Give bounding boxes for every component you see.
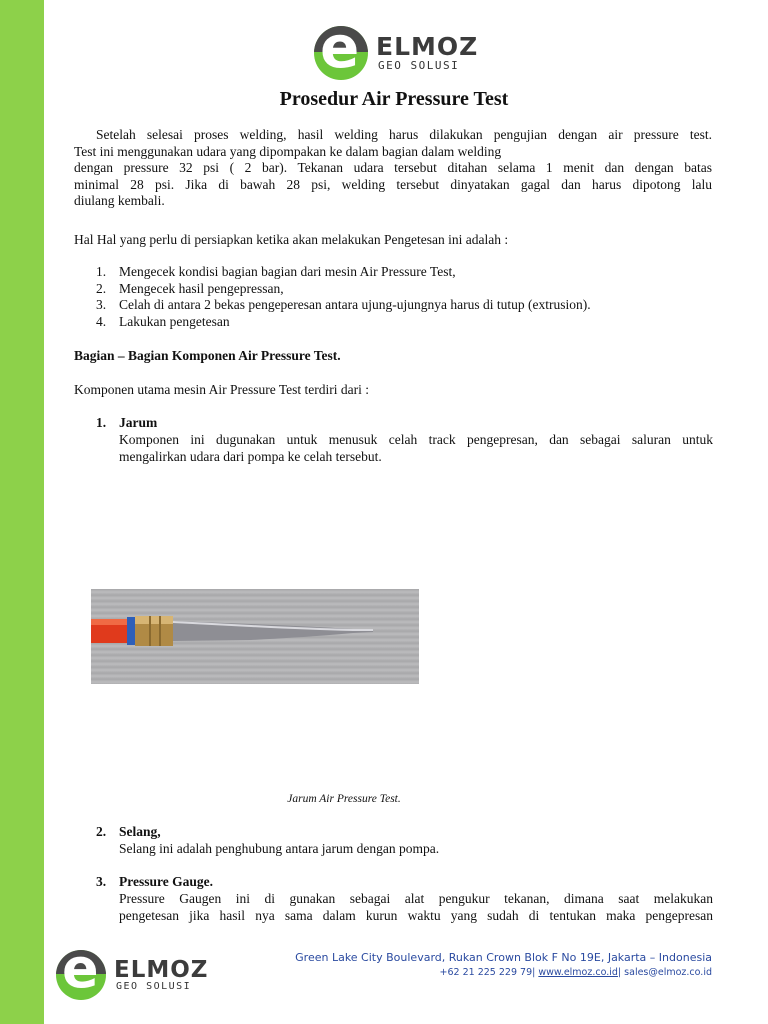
footer-address: Green Lake City Boulevard, Rukan Crown Blok F No 19E, Jakarta – Indonesia [295, 951, 712, 964]
footer-website-link[interactable]: www.elmoz.co.id [538, 967, 618, 978]
preparation-intro: Hal Hal yang perlu di persiapkan ketika akan melakukan Pengetesan ini adalah : [74, 232, 509, 247]
list-item: 3. Celah di antara 2 bekas pengeperesan antara ujung-ujungnya harus di tutup (extrusion). [96, 297, 591, 312]
photo-caption: Jarum Air Pressure Test. [287, 793, 401, 805]
list-item: 1. Mengecek kondisi bagian bagian dari mesin Air Pressure Test, [96, 264, 456, 279]
logo-wordmark: ELMOZ [376, 32, 479, 61]
list-item: 4. Lakukan pengetesan [96, 313, 230, 329]
preparation-list [96, 264, 591, 330]
component-title-selang: 2. Selang, [96, 824, 161, 839]
footer-logo [56, 948, 226, 1004]
needle-illustration [91, 589, 419, 684]
section-heading: Bagian – Bagian Komponen Air Pressure Test. [74, 348, 341, 363]
needle-photo [91, 589, 419, 684]
logo-mark: e [56, 950, 106, 1000]
component-desc-jarum: Komponen ini dugunakan untuk menusuk celah track pengepresan, dan sebagai saluran untuk mengalirkan udara dari pompa ke celah tersebut. [119, 432, 713, 464]
intro-paragraph: Setelah selesai proses welding, hasil welding harus dilakukan pengujian dengan air pressure test. Test ini menggunakan udara yang dipompakan ke dalam bagian dalam welding dengan pressure 32 psi ( 2 bar). Tekanan udara tersebut ditahan selama 1 menit dan dengan batas minimal 28 psi. Jika di bawah 28 psi, welding tersebut dinyatakan gagal dan harus dipotong lalu diulang kembali. [74, 127, 712, 208]
component-desc-pressure-gauge: Pressure Gaugen ini di gunakan sebagai alat pengukur tekanan, dimana saat melakukan pengetesan jika hasil nya sama dalam kurun waktu yang sudah di tentukan maka pengepresan [119, 891, 713, 923]
document-title: Prosedur Air Pressure Test [279, 88, 509, 110]
footer-phone: +62 21 225 229 79| [439, 967, 536, 978]
document-page [74, 0, 714, 1024]
footer-contact [295, 950, 712, 980]
footer-separator: | [617, 967, 622, 978]
component-title-pressure-gauge: 3. Pressure Gauge. [96, 874, 213, 889]
logo-tagline: GEO SOLUSI [116, 981, 192, 992]
logo-mark: e [314, 26, 368, 80]
component-desc-selang: Selang ini adalah penghubung antara jarum dengan pompa. [119, 841, 440, 856]
header-logo [314, 24, 484, 82]
component-title-jarum: 1. Jarum [96, 415, 158, 430]
footer-contact-line [295, 965, 712, 980]
list-item: 2. Mengecek hasil pengepressan, [96, 280, 284, 296]
footer-email[interactable]: sales@elmoz.co.id [624, 967, 712, 978]
logo-tagline: GEO SOLUSI [378, 59, 460, 72]
components-intro: Komponen utama mesin Air Pressure Test terdiri dari : [74, 382, 369, 397]
logo-wordmark: ELMOZ [114, 957, 209, 983]
left-accent-bar [0, 0, 44, 1024]
